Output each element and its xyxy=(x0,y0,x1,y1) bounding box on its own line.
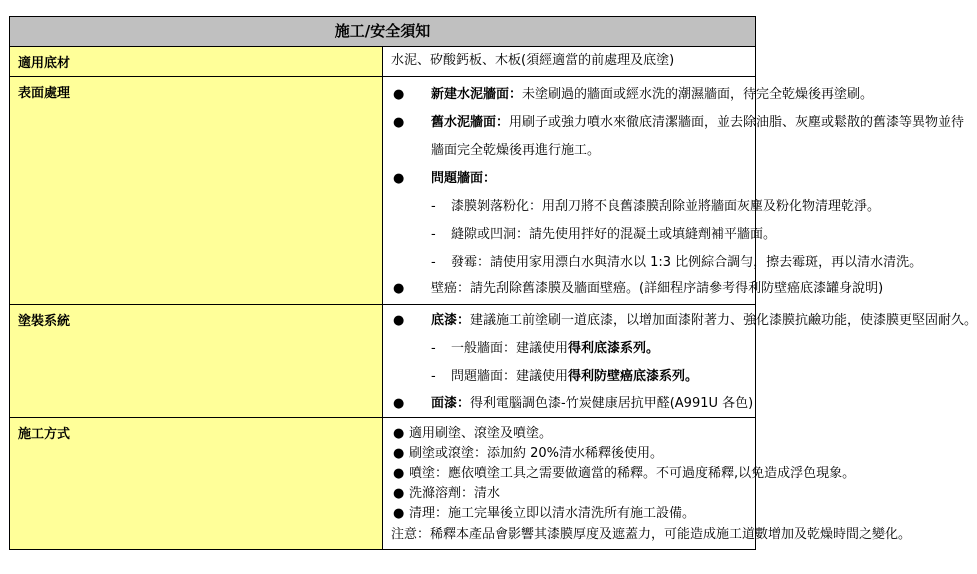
bullet-icon: ● xyxy=(393,115,405,130)
sub-item xyxy=(391,193,881,221)
item-text: 用刷子或強力噴水來徹底清潔牆面，並去除油脂、灰塵或鬆散的舊漆等異物並待 xyxy=(509,115,965,130)
cell-surface xyxy=(383,77,965,305)
sub-item-general xyxy=(451,335,659,363)
sub-item-text: 問題牆面：建議使用 xyxy=(451,369,569,384)
substrate-line xyxy=(391,47,751,75)
item-text: 適用刷塗、滾塗及噴塗。 xyxy=(409,426,553,441)
item-topcoat xyxy=(431,391,753,417)
sub-item xyxy=(391,249,923,277)
item-text: 洗滌溶劑：清水 xyxy=(409,486,501,501)
item-heading: 舊水泥牆面： xyxy=(431,115,510,130)
item-primer xyxy=(431,307,977,335)
item-new-wall xyxy=(431,81,873,109)
list-item xyxy=(391,391,754,417)
list-item xyxy=(391,424,751,444)
sub-item-problem xyxy=(451,363,698,391)
sub-item xyxy=(391,335,751,363)
item-text: 清理：施工完畢後立即以清水清洗所有施工設備。 xyxy=(409,506,696,521)
bullet-icon: ● xyxy=(393,466,405,481)
list-item xyxy=(391,109,965,137)
product-name: 得利底漆系列。 xyxy=(568,341,660,356)
item-text: 建議施工前塗刷一道底漆，以增加面漆附著力、強化漆膜抗鹼功能，使漆膜更堅固耐久。 xyxy=(470,313,977,328)
cell-coating xyxy=(383,305,977,418)
notice-table xyxy=(9,16,977,550)
product-name: 得利防壁癌底漆系列。 xyxy=(568,369,699,384)
label-method: 施工方式 xyxy=(10,418,383,550)
item-text: 牆面完全乾燥後再進行施工。 xyxy=(431,143,601,158)
item-old-wall xyxy=(431,109,964,137)
list-item xyxy=(391,277,884,301)
bullet-icon: ● xyxy=(393,426,405,441)
list-item xyxy=(391,504,751,524)
list-item xyxy=(391,165,751,193)
item-heading: 問題牆面： xyxy=(431,171,497,186)
sub-item-text: 縫隙或凹洞：請先使用拌好的混凝土或填縫劑補平牆面。 xyxy=(451,227,777,242)
bullet-icon: ● xyxy=(393,396,405,411)
list-item xyxy=(391,81,874,109)
list-item xyxy=(391,484,751,504)
list-item xyxy=(391,464,856,484)
item-text: 噴塗：應依噴塗工具之需要做適當的稀釋。不可過度稀釋,以免造成浮色現象。 xyxy=(409,466,856,481)
bullet-icon: ● xyxy=(393,446,405,461)
sub-item-text: 漆膜剝落粉化：用刮刀將不良舊漆膜刮除並將牆面灰塵及粉化物清理乾淨。 xyxy=(451,199,881,214)
list-item xyxy=(391,307,977,335)
note-text: 注意：稀釋本產品會影響其漆膜厚度及遮蓋力，可能造成施工道數增加及乾燥時間之變化。 xyxy=(391,527,912,542)
list-item xyxy=(391,444,751,464)
substrate-text: 水泥、矽酸鈣板、木板(須經適當的前處理及底塗) xyxy=(391,53,675,68)
dash-icon: - xyxy=(431,341,436,356)
note-line xyxy=(391,524,912,546)
dash-icon: - xyxy=(431,255,436,270)
item-text: 未塗刷過的牆面或經水洗的潮濕牆面，待完全乾燥後再塗刷。 xyxy=(522,87,874,102)
bullet-icon: ● xyxy=(393,171,405,186)
label-substrate: 適用底材 xyxy=(10,47,383,77)
item-text: 刷塗或滾塗：添加約 20%清水稀釋後使用。 xyxy=(409,446,664,461)
sub-item-text: 發霉：請使用家用漂白水與清水以 1:3 比例綜合調勻，擦去霉斑，再以清水清洗。 xyxy=(451,255,923,270)
sub-item xyxy=(391,363,751,391)
bullet-icon: ● xyxy=(393,486,405,501)
cell-substrate xyxy=(383,47,756,77)
bullet-icon: ● xyxy=(393,281,405,296)
bullet-icon: ● xyxy=(393,506,405,521)
item-text: 壁癌：請先刮除舊漆膜及牆面壁癌。(詳細程序請參考得利防壁癌底漆罐身說明) xyxy=(431,281,884,296)
label-coating: 塗裝系統 xyxy=(10,305,383,418)
list-item-continuation xyxy=(391,137,751,165)
sub-item xyxy=(391,221,777,249)
cell-method xyxy=(383,418,912,550)
table-title: 施工/安全須知 xyxy=(10,17,756,47)
bullet-icon: ● xyxy=(393,313,405,328)
bullet-icon: ● xyxy=(393,87,405,102)
item-heading: 面漆： xyxy=(431,396,471,411)
dash-icon: - xyxy=(431,199,436,214)
item-heading: 新建水泥牆面： xyxy=(431,87,523,102)
item-text: 得利電腦調色漆-竹炭健康居抗甲醛(A991U 各色) xyxy=(470,396,754,411)
safety-notice-sheet xyxy=(9,16,977,550)
sub-item-text: 一般牆面：建議使用 xyxy=(451,341,569,356)
label-surface: 表面處理 xyxy=(10,77,383,305)
dash-icon: - xyxy=(431,227,436,242)
item-heading: 底漆： xyxy=(431,313,471,328)
dash-icon: - xyxy=(431,369,436,384)
